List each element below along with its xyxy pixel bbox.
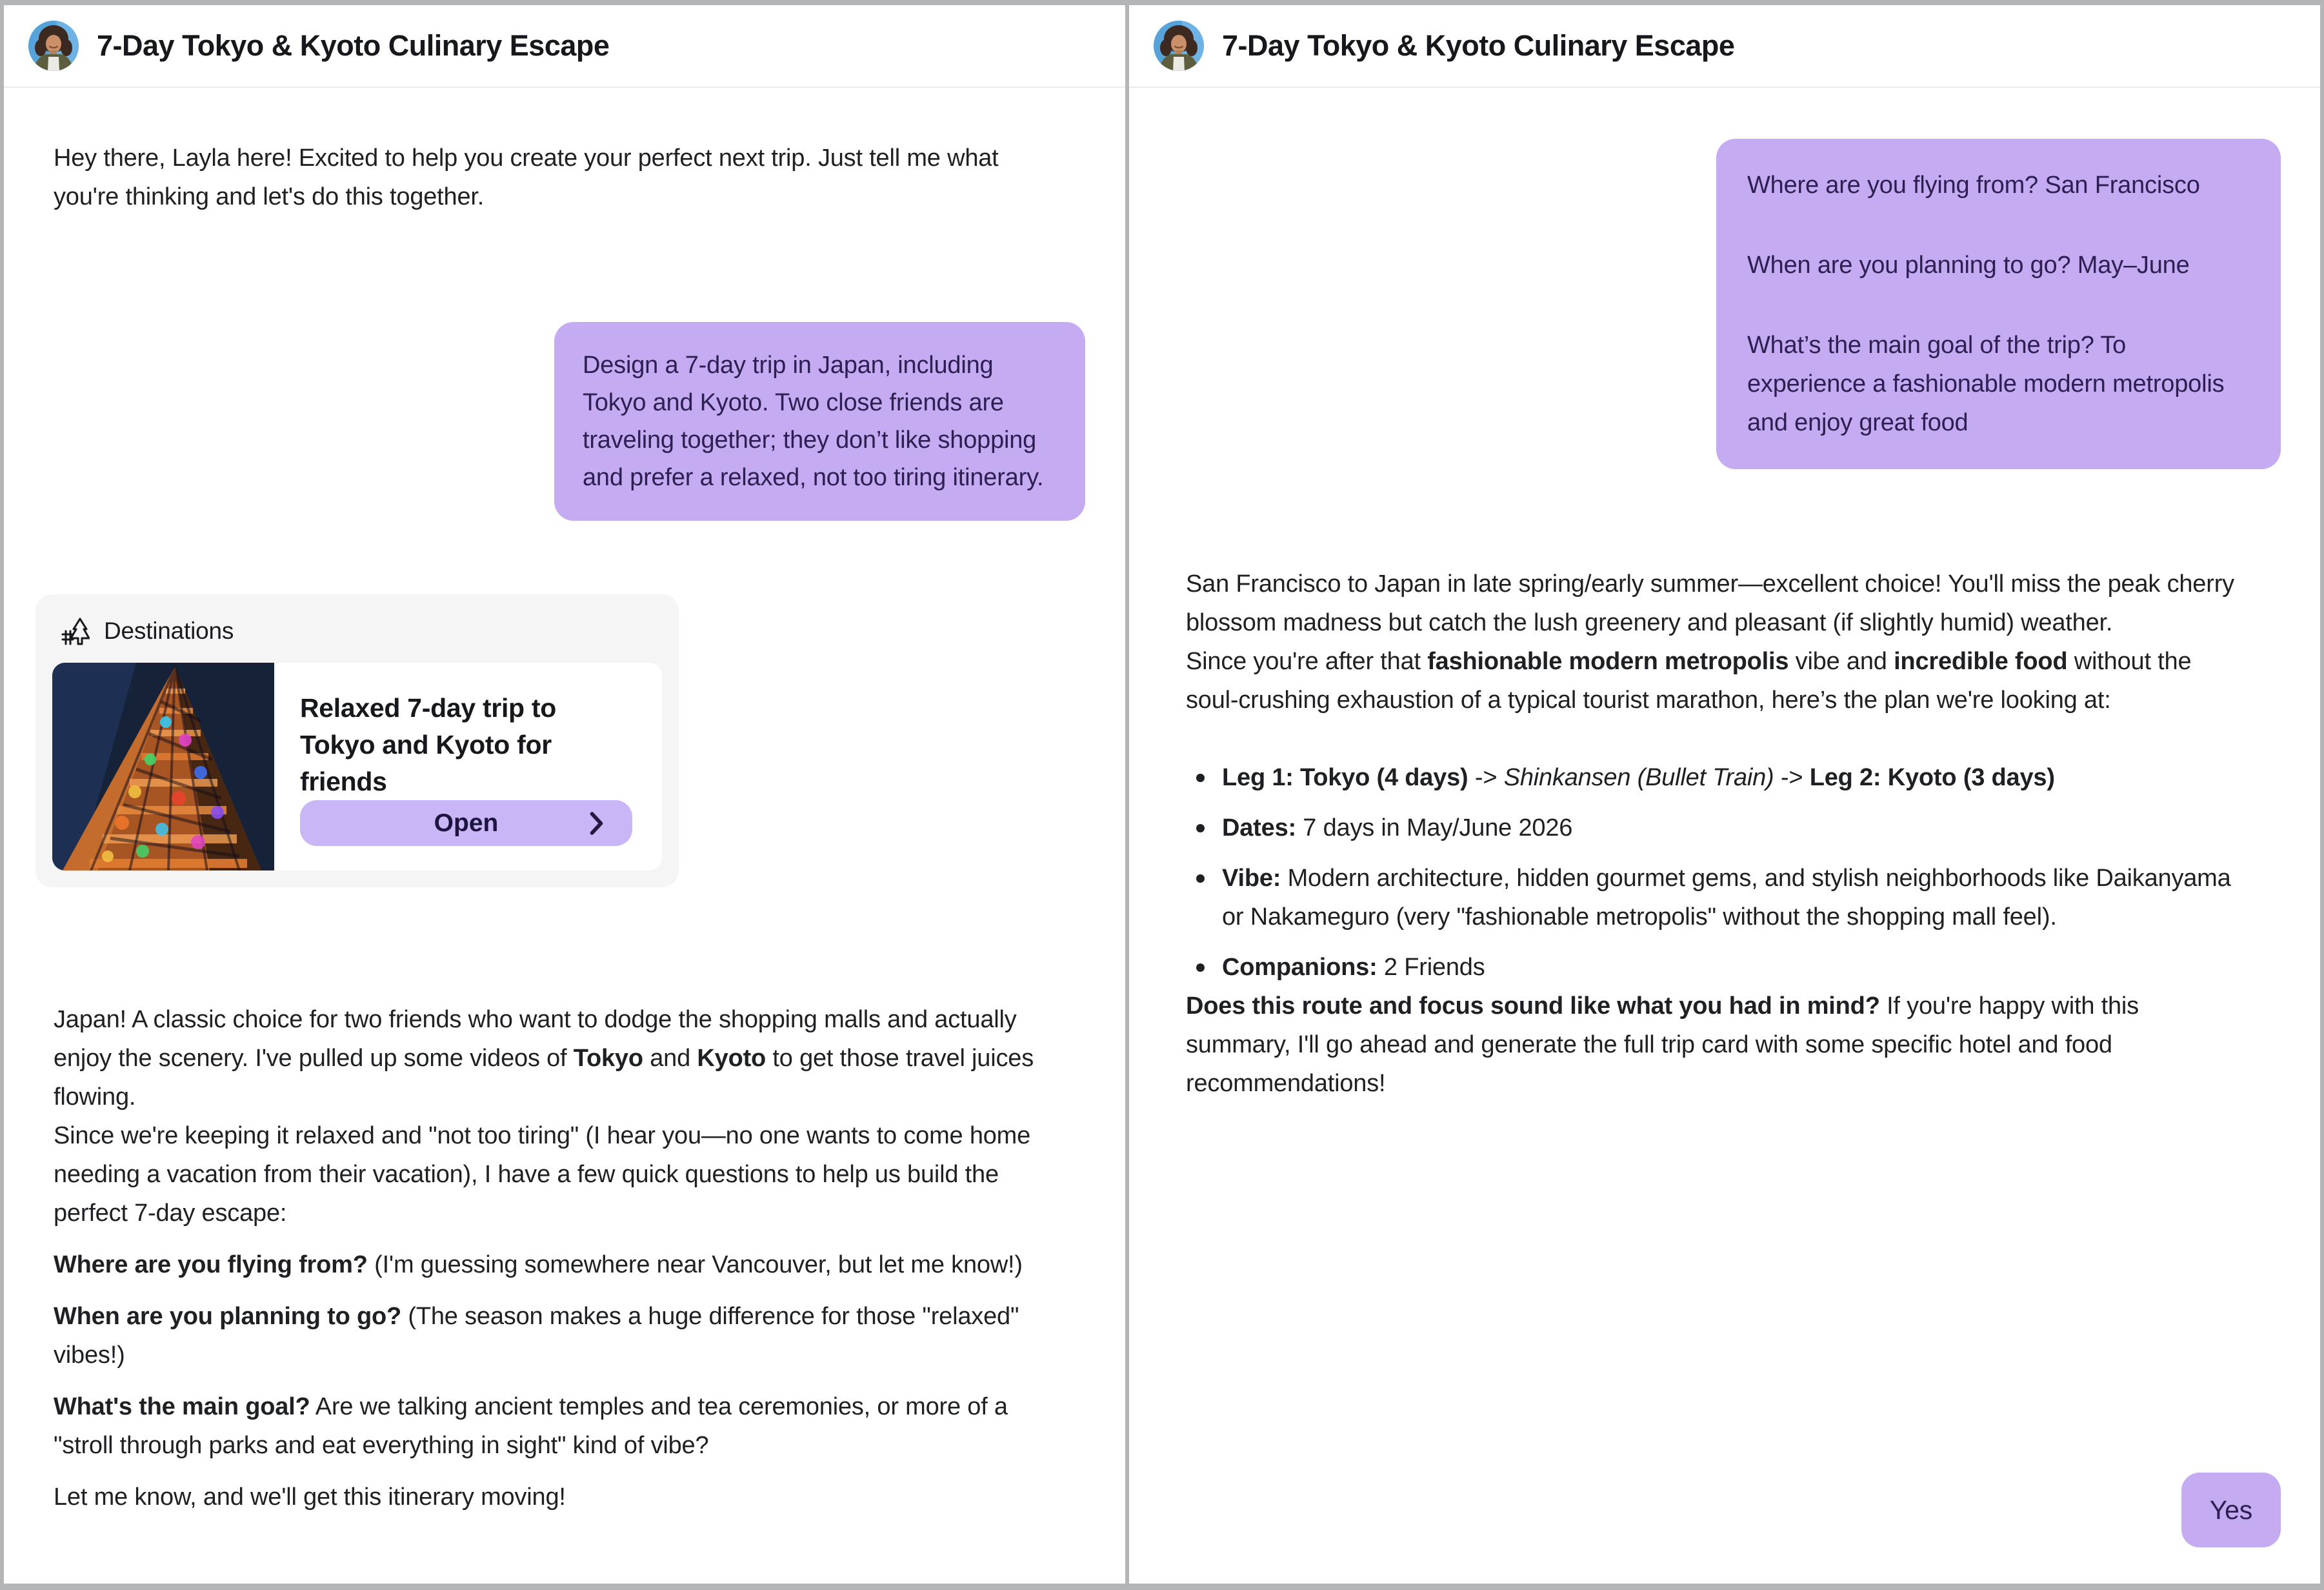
text-segment: What's the main goal? [54,1393,310,1420]
yes-message-bubble: Yes [2181,1473,2281,1547]
list-item [1186,758,2240,797]
text-segment: 2 Friends [1377,954,1485,981]
assistant-intro-message: Hey there, Layla here! Excited to help you create your perfect next trip. Just tell me what you're thinking and let's do this together. [54,145,999,210]
reply-paragraph: San Francisco to Japan in late spring/early summer—excellent choice! You'll miss the peak cherry blossom madness but catch the lush greenery and pleasant (if slightly humid) weather. [1186,570,2234,636]
tokyo-tower-photo [52,663,274,870]
trip-card-body [274,663,662,870]
destinations-card [35,594,679,887]
user-message-bubble [1716,139,2281,469]
text-segment: When are you planning to go? [54,1303,402,1330]
trip-summary-list [1186,758,2240,987]
right-chat-content [1129,88,2320,1584]
reply-paragraph [1186,642,2240,720]
text-segment: fashionable modern metropolis [1427,648,1789,675]
text-segment: Does this route and focus sound like what you had in mind? [1186,992,1880,1020]
user-message-bubble: Design a 7-day trip in Japan, including Tokyo and Kyoto. Two close friends are traveling together; they don’t like shopping and prefer a relaxed, not too tiring itinerary. [554,322,1085,521]
user-answer: Where are you flying from? San Francisco [1747,172,2200,199]
text-segment: Dates: [1222,814,1296,841]
right-chat-panel [1129,5,2320,1584]
text-segment: (The season makes a huge difference for those "relaxed" vibes!) [54,1303,1019,1369]
text-segment: Companions: [1222,954,1377,981]
text-segment: Are we talking ancient temples and tea ceremonies, or more of a "stroll through parks and eat everything in sight" kind of vibe? [54,1393,1008,1459]
text-segment: Japan! A classic choice for two friends who want to dodge the shopping malls and actually enjoy the scenery. I've pulled up some videos of [54,1006,1017,1072]
reply-closing [1186,987,2240,1103]
chat-header [1129,5,2320,88]
text-segment: Modern architecture, hidden gourmet gems, and stylish neighborhoods like Daikanyama or Nakameguro (very "fashionable metropolis" without the shopping mall feel). [1222,865,2231,931]
text-segment: Where are you flying from? [54,1251,368,1278]
text-segment: and [643,1045,697,1072]
trip-card [52,663,662,870]
list-item [1186,809,2240,847]
text-segment: 7 days in May/June 2026 [1296,814,1573,841]
tokyo-tower-illustration [52,663,274,870]
text-segment: -> [1774,764,1810,791]
chat-header [4,5,1125,88]
text-segment: Leg 2: Kyoto (3 days) [1809,764,2055,791]
text-segment: If you're happy with this summary, I'll go ahead and generate the full trip card with some specific hotel and food recommendations! [1186,992,2139,1097]
landmark-tree-icon [60,616,90,646]
assistant-avatar [1154,21,1204,71]
left-chat-panel [4,5,1125,1584]
reply-question [54,1387,1061,1465]
destinations-card-header [60,616,662,646]
text-segment: Vibe: [1222,865,1281,892]
text-segment: Tokyo [573,1045,643,1072]
text-segment: vibe and [1788,648,1894,675]
text-segment: incredible food [1894,648,2068,675]
reply-question [54,1297,1061,1374]
text-segment: Shinkansen (Bullet Train) [1503,764,1774,791]
text-segment: -> [1468,764,1504,791]
open-button-label: Open [434,809,499,837]
chevron-right-icon [590,812,604,835]
text-segment: Leg 1: Tokyo (4 days) [1222,764,1468,791]
left-chat-content [4,88,1125,1584]
assistant-avatar [28,21,79,71]
reply-question [54,1245,1061,1284]
trip-card-title: Relaxed 7-day trip to Tokyo and Kyoto for friends [300,693,556,796]
text-segment: Kyoto [697,1045,766,1072]
text-segment: (I'm guessing somewhere near Vancouver, but let me know!) [367,1251,1023,1278]
open-button[interactable] [300,800,632,846]
avatar-illustration [28,21,79,71]
user-answer: When are you planning to go? May–June [1747,252,2190,279]
list-item [1186,859,2240,936]
reply-paragraph [54,1116,1061,1233]
avatar-illustration [1154,21,1204,71]
chat-title: 7-Day Tokyo & Kyoto Culinary Escape [97,29,610,62]
text-segment: Since we're keeping it relaxed and "not too tiring" (I hear you—no one wants to come home needing a vacation from their vacation), I have a few quick questions to help us build the perfect 7-day escape: [54,1122,1031,1227]
list-item [1186,948,2240,987]
text-segment: Since you're after that [1186,648,1428,675]
destinations-label: Destinations [104,618,234,644]
assistant-reply-message [54,1000,1061,1516]
text-segment: without the soul-crushing exhaustion of a typical tourist marathon, here’s the plan we're looking at: [1186,648,2192,714]
text-segment: to get those travel juices flowing. [54,1045,1034,1111]
reply-closing: Let me know, and we'll get this itinerary moving! [54,1484,566,1511]
chat-title: 7-Day Tokyo & Kyoto Culinary Escape [1222,29,1735,62]
reply-paragraph [54,1000,1061,1116]
user-answer: What’s the main goal of the trip? To experience a fashionable modern metropolis and enjoy great food [1747,332,2225,436]
assistant-reply-message [1186,565,2240,1103]
